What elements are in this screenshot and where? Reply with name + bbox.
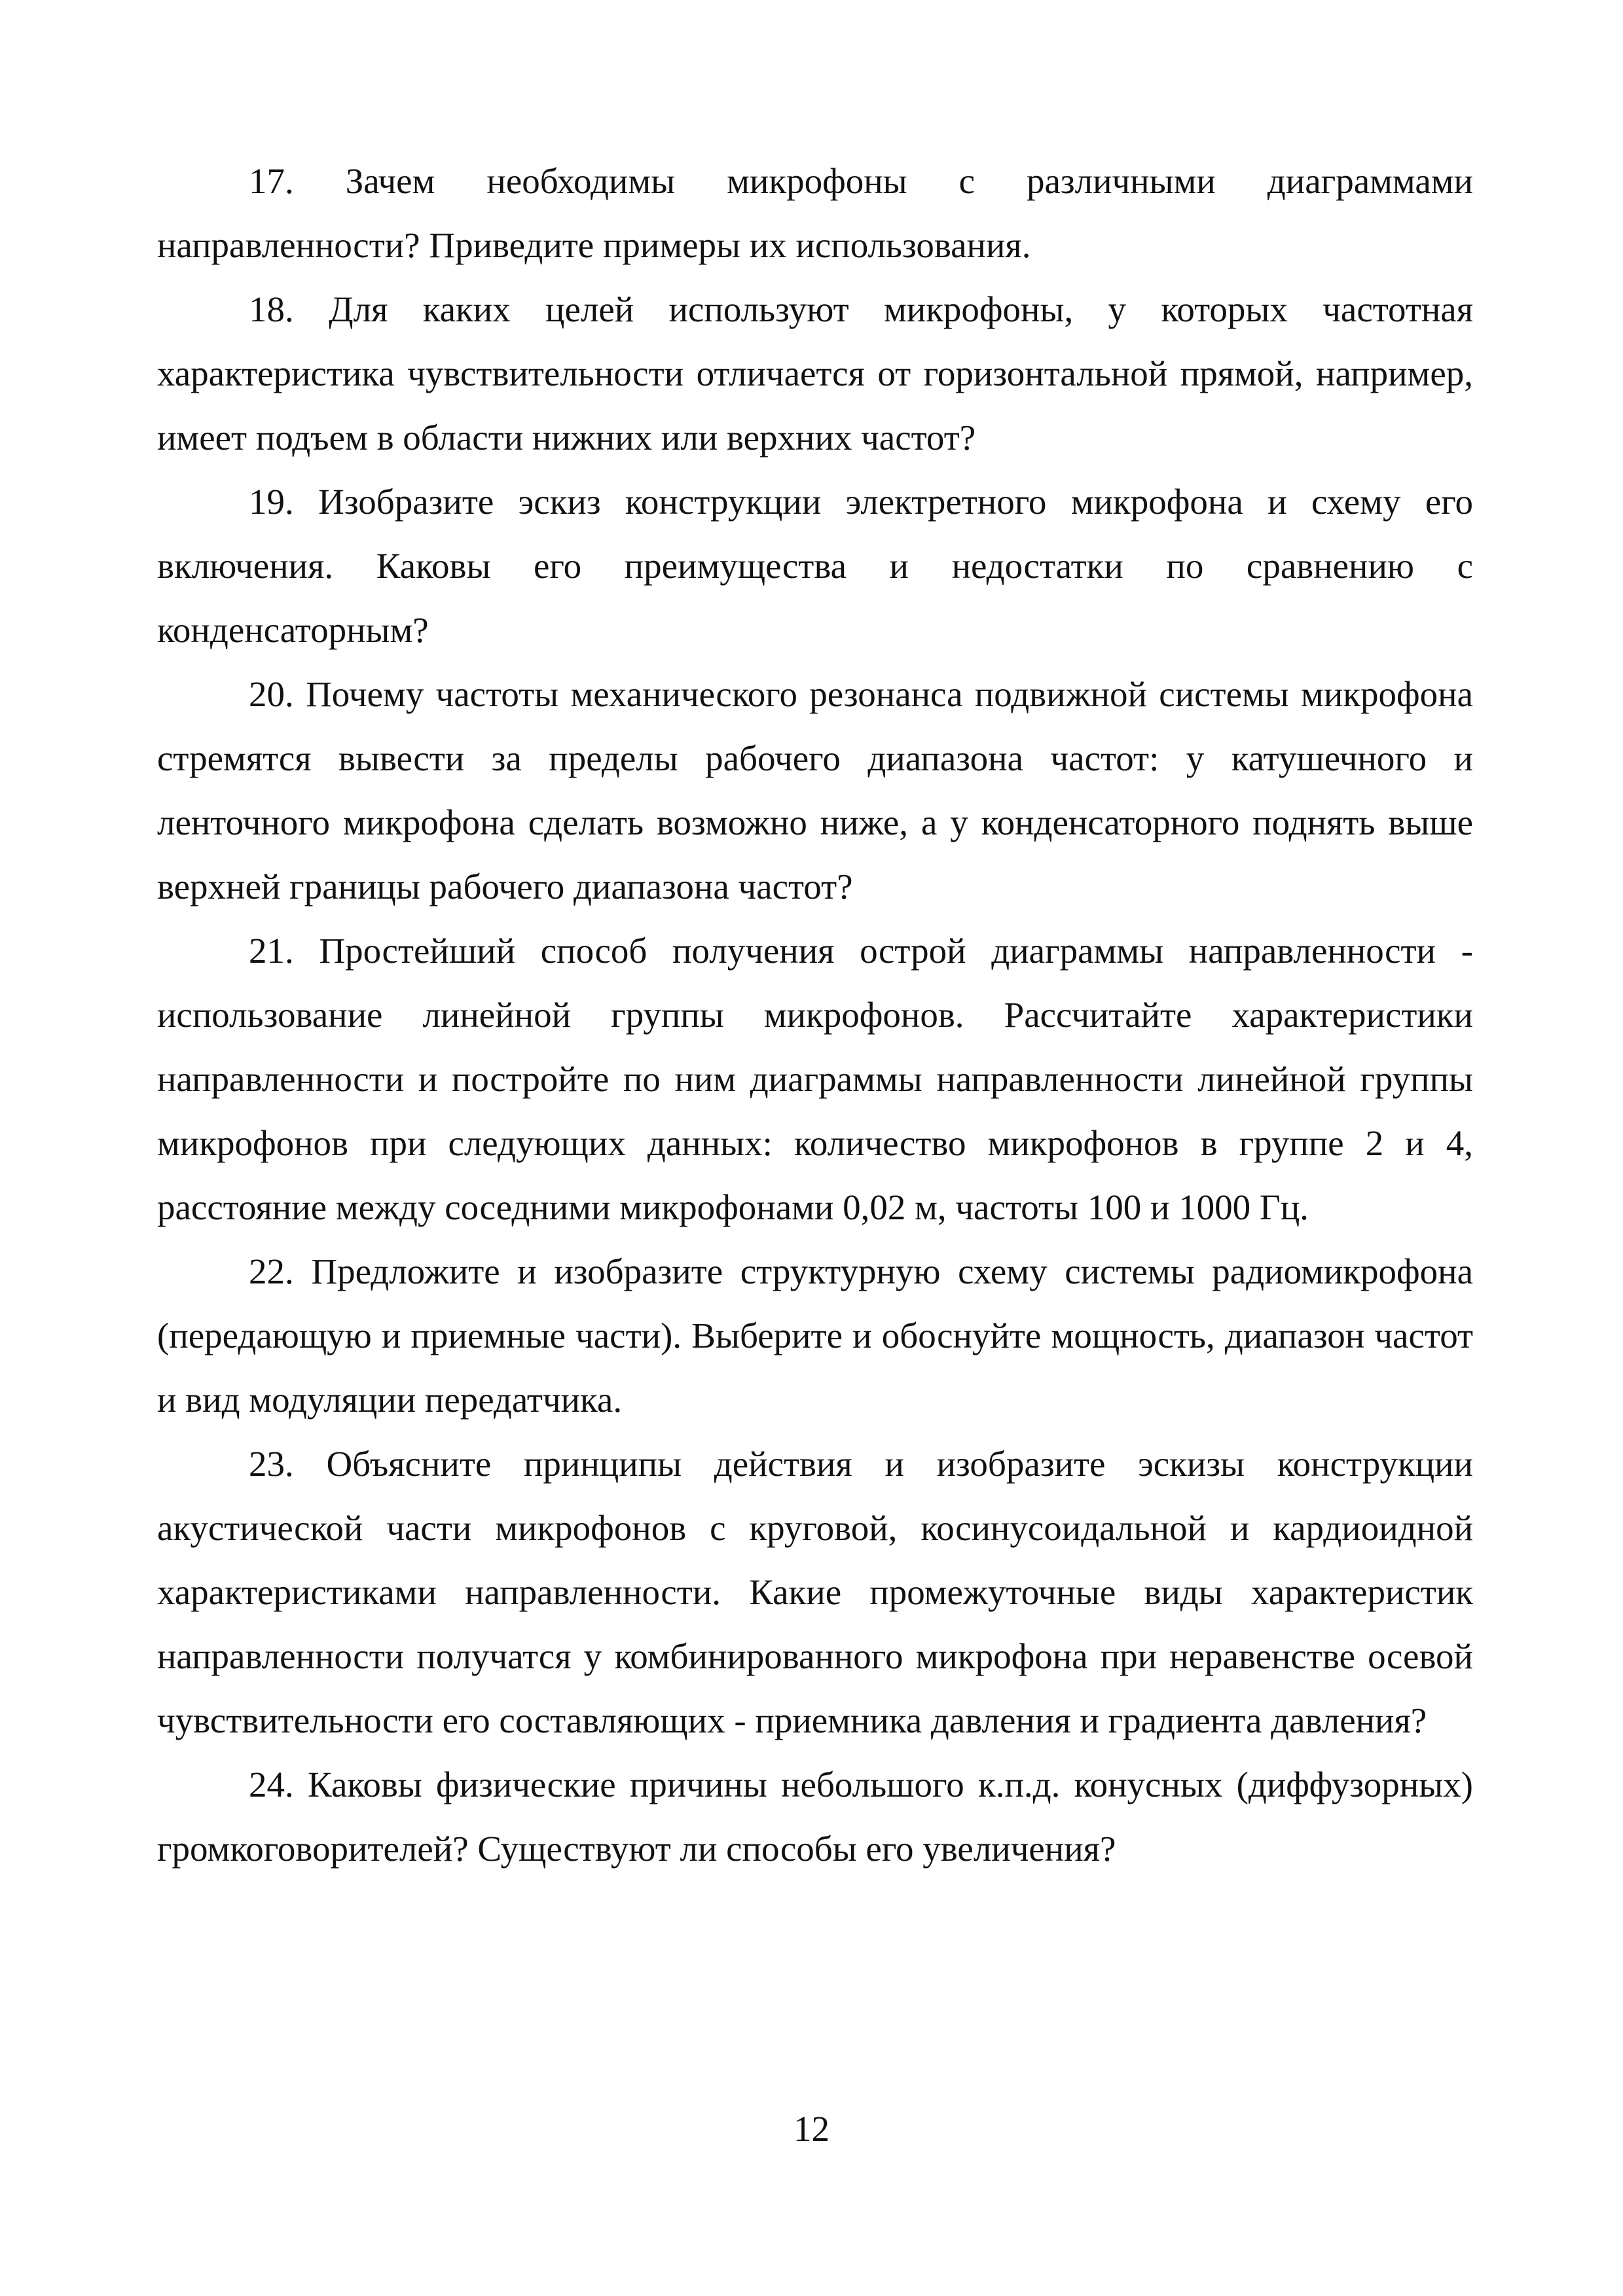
question-23: 23. Объясните принципы действия и изобразите эскизы конструкции акустической части микрофонов с круговой, косинусоидальной и кардиоидной характеристиками направленности. Какие промежуточные виды характеристик направленности получатся у комбинированного микрофона при неравенстве осевой чувствительности его составляющих - приемника давления и градиента давления? [157, 1444, 1473, 1740]
page-body [157, 149, 1473, 1881]
question-19: 19. Изобразите эскиз конструкции электретного микрофона и схему его включения. Каковы его преимущества и недостатки по сравнению с конденсаторным? [157, 482, 1473, 650]
question-24: 24. Каковы физические причины небольшого к.п.д. конусных (диффузорных) громкоговорителей? Существуют ли способы его увеличения? [157, 1765, 1473, 1869]
question-17: 17. Зачем необходимы микрофоны с различными диаграммами направленности? Приведите примеры их использования. [157, 161, 1473, 265]
question-21: 21. Простейший способ получения острой диаграммы направленности - использование линейной группы микрофонов. Рассчитайте характеристики направленности и постройте по ним диаграммы направленности линейной группы микрофонов при следующих данных: количество микрофонов в группе 2 и 4, расстояние между соседними микрофонами 0,02 м, частоты 100 и 1000 Гц. [157, 931, 1473, 1227]
question-22: 22. Предложите и изобразите структурную схему системы радиомикрофона (передающую и приемные части). Выберите и обоснуйте мощность, диапазон частот и вид модуляции передатчика. [157, 1251, 1473, 1420]
page-number: 12 [793, 2109, 830, 2149]
question-20: 20. Почему частоты механического резонанса подвижной системы микрофона стремятся вывести за пределы рабочего диапазона частот: у катушечного и ленточного микрофона сделать возможно ниже, а у конденсаторного поднять выше верхней границы рабочего диапазона частот? [157, 674, 1473, 906]
question-18: 18. Для каких целей используют микрофоны, у которых частотная характеристика чувствительности отличается от горизонтальной прямой, например, имеет подъем в области нижних или верхних частот? [157, 289, 1473, 457]
